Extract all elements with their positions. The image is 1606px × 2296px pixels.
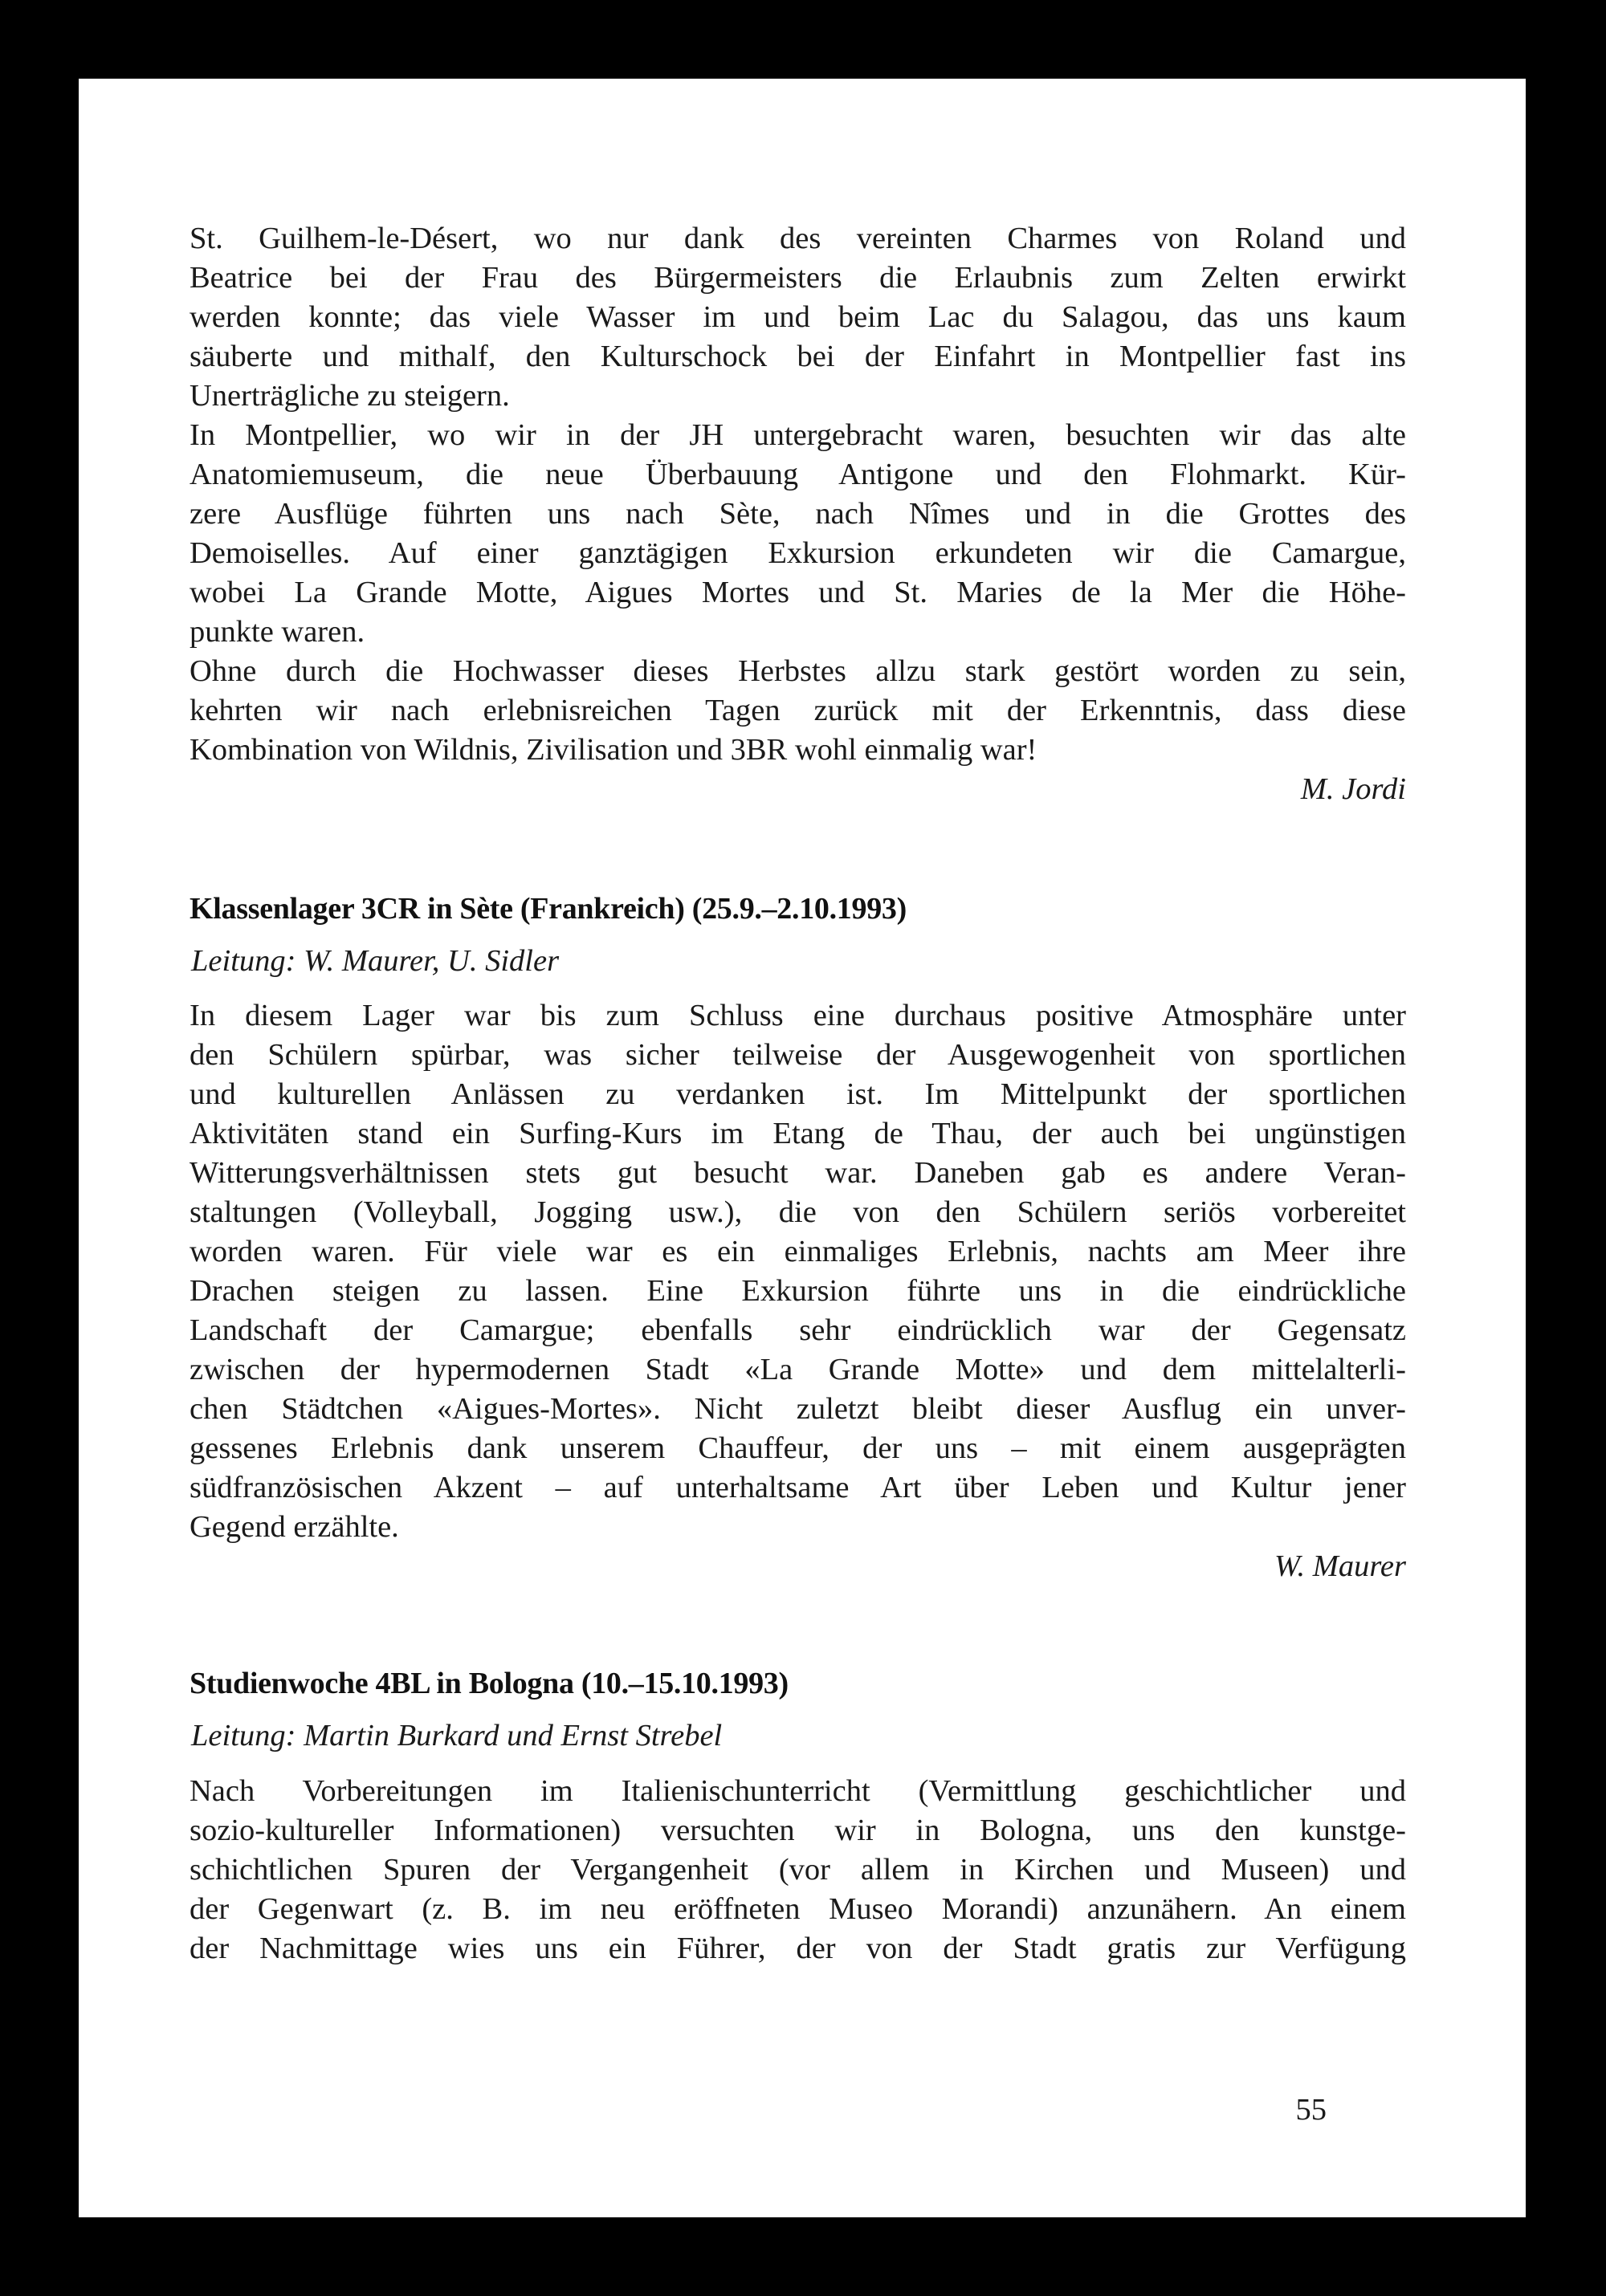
text-line: sozio-kultureller Informationen) versuchten wir in Bologna, uns den kunstge-: [190, 1814, 1406, 1847]
text-line: chen Städtchen «Aigues-Mortes». Nicht zuletzt bleibt dieser Ausflug ein unver-: [190, 1392, 1406, 1426]
text-line: Aktivitäten stand ein Surfing-Kurs im Etang de Thau, der auch bei ungünstigen: [190, 1117, 1406, 1150]
text-line: säuberte und mithalf, den Kulturschock bei der Einfahrt in Montpellier fast ins: [190, 340, 1406, 373]
section-leitung-klassenlager: Leitung: W. Maurer, U. Sidler: [191, 944, 560, 978]
text-line: zwischen der hypermodernen Stadt «La Grande Motte» und dem mittelalterli-: [190, 1353, 1406, 1386]
text-line: südfranzösischen Akzent – auf unterhaltsame Art über Leben und Kultur jener: [190, 1471, 1406, 1504]
text-line: den Schülern spürbar, was sicher teilweise der Ausgewogenheit von sportlichen: [190, 1038, 1406, 1072]
text-line: worden waren. Für viele war es ein einmaliges Erlebnis, nachts am Meer ihre: [190, 1235, 1406, 1268]
text-line: Demoiselles. Auf einer ganztägigen Exkursion erkundeten wir die Camargue,: [190, 536, 1406, 570]
text-line: wobei La Grande Motte, Aigues Mortes und St. Maries de la Mer die Höhe-: [190, 576, 1406, 609]
document-page: [79, 79, 1526, 2217]
text-line: Gegend erzählte.: [190, 1510, 399, 1544]
section2-paragraph: [190, 1772, 1406, 1968]
text-line: der Nachmittage wies uns ein Führer, der von der Stadt gratis zur Verfügung: [190, 1932, 1406, 1965]
page-number: 55: [1295, 2093, 1327, 2127]
text-line: Landschaft der Camargue; ebenfalls sehr eindrücklich war der Gegensatz: [190, 1313, 1406, 1347]
text-line: punkte waren.: [190, 615, 365, 649]
text-line: schichtlichen Spuren der Vergangenheit (vor allem in Kirchen und Museen) und: [190, 1853, 1406, 1887]
text-line: Drachen steigen zu lassen. Eine Exkursion führte uns in die eindrückliche: [190, 1274, 1406, 1308]
text-line: Ohne durch die Hochwasser dieses Herbstes allzu stark gestört worden zu sein,: [190, 654, 1406, 688]
text-line: kehrten wir nach erlebnisreichen Tagen zurück mit der Erkenntnis, dass diese: [190, 694, 1406, 727]
text-line: St. Guilhem-le-Désert, wo nur dank des vereinten Charmes von Roland und: [190, 222, 1406, 255]
text-line: Unerträgliche zu steigern.: [190, 379, 510, 413]
text-line: gessenes Erlebnis dank unserem Chauffeur, der uns – mit einem ausgeprägten: [190, 1431, 1406, 1465]
text-line: zere Ausflüge führten uns nach Sète, nach Nîmes und in die Grottes des: [190, 497, 1406, 531]
text-line: Witterungsverhältnissen stets gut besucht war. Daneben gab es andere Veran-: [190, 1156, 1406, 1190]
text-line: In diesem Lager war bis zum Schluss eine durchaus positive Atmosphäre unter: [190, 999, 1406, 1032]
section-heading-studienwoche: Studienwoche 4BL in Bologna (10.–15.10.1993): [190, 1667, 789, 1700]
text-line: In Montpellier, wo wir in der JH untergebracht waren, besuchten wir das alte: [190, 418, 1406, 452]
text-line: und kulturellen Anlässen zu verdanken ist. Im Mittelpunkt der sportlichen: [190, 1077, 1406, 1111]
section-heading-klassenlager: Klassenlager 3CR in Sète (Frankreich) (25.9.–2.10.1993): [190, 892, 907, 926]
text-line: Anatomiemuseum, die neue Überbauung Antigone und den Flohmarkt. Kür-: [190, 458, 1406, 491]
text-line: Nach Vorbereitungen im Italienischunterricht (Vermittlung geschichtlicher und: [190, 1774, 1406, 1808]
text-line: der Gegenwart (z. B. im neu eröffneten Museo Morandi) anzunähern. An einem: [190, 1892, 1406, 1926]
signature-m-jordi: M. Jordi: [1300, 772, 1406, 806]
signature-w-maurer: W. Maurer: [1274, 1549, 1406, 1583]
text-line: Beatrice bei der Frau des Bürgermeisters die Erlaubnis zum Zelten erwirkt: [190, 261, 1406, 295]
section-leitung-studienwoche: Leitung: Martin Burkard und Ernst Strebel: [191, 1719, 723, 1753]
text-line: Kombination von Wildnis, Zivilisation und 3BR wohl einmalig war!: [190, 733, 1037, 767]
intro-paragraph: [190, 219, 1406, 809]
text-line: staltungen (Volleyball, Jogging usw.), die von den Schülern seriös vorbereitet: [190, 1195, 1406, 1229]
section1-paragraph: [190, 996, 1406, 1586]
text-line: werden konnte; das viele Wasser im und beim Lac du Salagou, das uns kaum: [190, 300, 1406, 334]
